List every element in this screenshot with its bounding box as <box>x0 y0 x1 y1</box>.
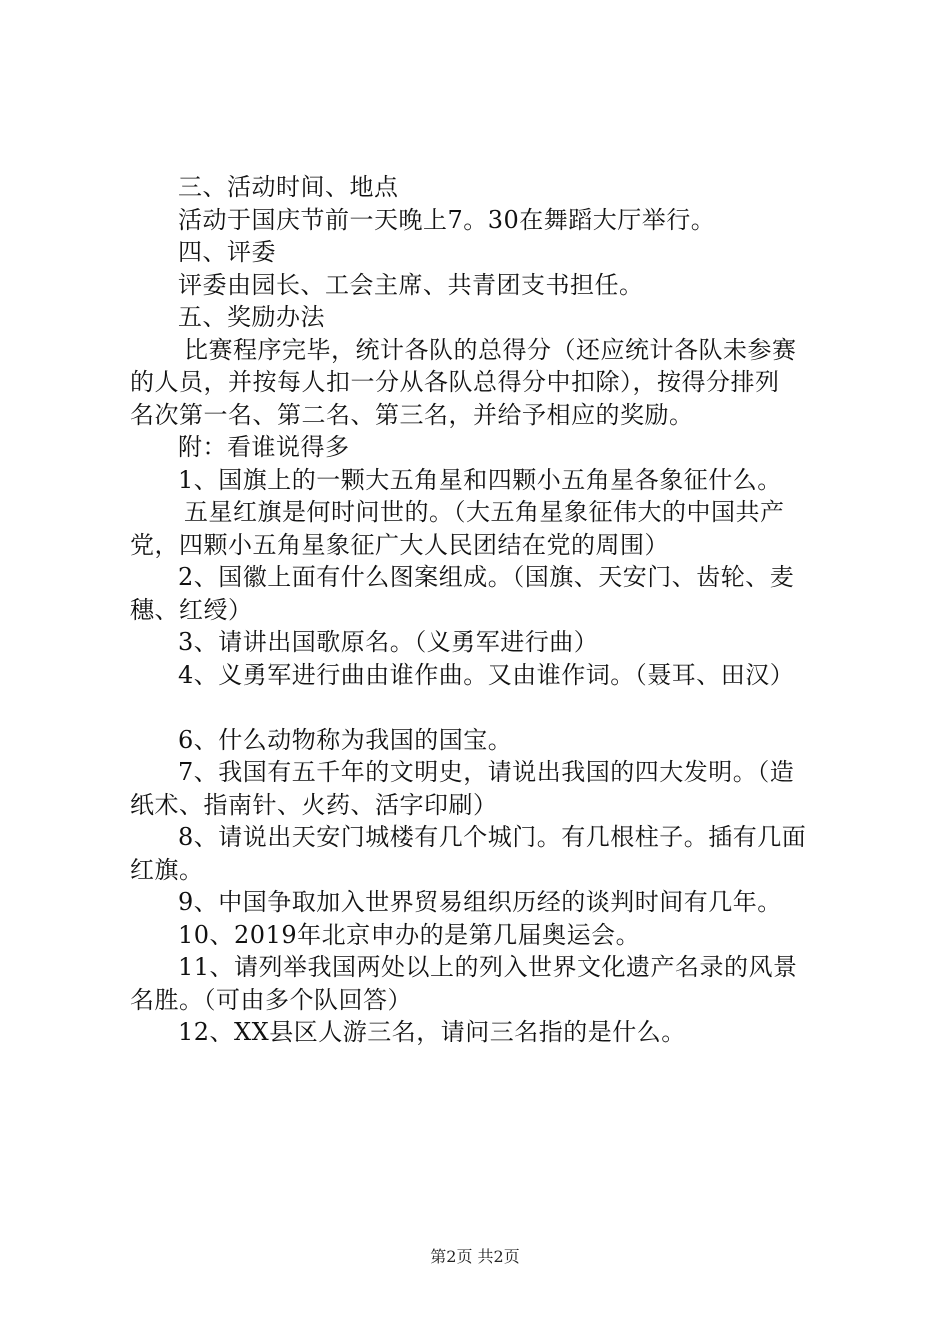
question-line: 10、2019年北京申办的是第几届奥运会。 <box>178 920 641 949</box>
question-line: 穗、红绶） <box>130 595 253 624</box>
question-line: 红旗。 <box>130 855 204 884</box>
question-line: 3、请讲出国歌原名。（义勇军进行曲） <box>178 628 599 656</box>
page-number-footer: 第2页 共2页 <box>430 1247 520 1266</box>
question-line: 1、国旗上的一颗大五角星和四颗小五角星各象征什么。 <box>178 465 782 494</box>
section-heading-judges: 四、评委 <box>178 238 276 266</box>
section-heading-rewards: 五、奖励办法 <box>178 303 325 331</box>
blank-line <box>130 691 835 724</box>
paragraph-line: 评委由园长、工会主席、共青团支书担任。 <box>178 270 644 299</box>
question-line: 12、XX县区人游三名，请问三名指的是什么。 <box>178 1018 686 1046</box>
section-heading-time-place: 三、活动时间、地点 <box>178 173 399 201</box>
question-line: 7、我国有五千年的文明史，请说出我国的四大发明。（造 <box>178 758 795 786</box>
appendix-heading: 附：看谁说得多 <box>178 433 350 461</box>
paragraph-line: 名次第一名、第二名、第三名，并给予相应的奖励。 <box>130 400 694 429</box>
paragraph-line: 的人员，并按每人扣一分从各队总得分中扣除），按得分排列 <box>130 368 780 396</box>
question-line: 名胜。（可由多个队回答） <box>130 985 412 1014</box>
question-line: 纸术、指南针、火药、活字印刷） <box>130 790 498 819</box>
question-line: 4、义勇军进行曲由谁作曲。又由谁作词。（聂耳、田汉） <box>178 660 795 689</box>
question-line: 党，四颗小五角星象征广大人民团结在党的周围） <box>130 530 669 559</box>
paragraph-line: 比赛程序完毕，统计各队的总得分（还应统计各队未参赛 <box>184 335 797 364</box>
question-line: 9、中国争取加入世界贸易组织历经的谈判时间有几年。 <box>178 888 782 916</box>
question-line: 2、国徽上面有什么图案组成。（国旗、天安门、齿轮、麦 <box>178 563 795 591</box>
question-line: 11、请列举我国两处以上的列入世界文化遗产名录的风景 <box>178 953 798 981</box>
paragraph-line: 活动于国庆节前一天晚上7。30在舞蹈大厅举行。 <box>178 205 716 234</box>
document-body <box>130 171 835 1049</box>
question-line: 五星红旗是何时问世的。（大五角星象征伟大的中国共产 <box>184 498 785 526</box>
question-line: 6、什么动物称为我国的国宝。 <box>178 725 513 754</box>
question-line: 8、请说出天安门城楼有几个城门。有几根柱子。插有几面 <box>178 823 807 851</box>
